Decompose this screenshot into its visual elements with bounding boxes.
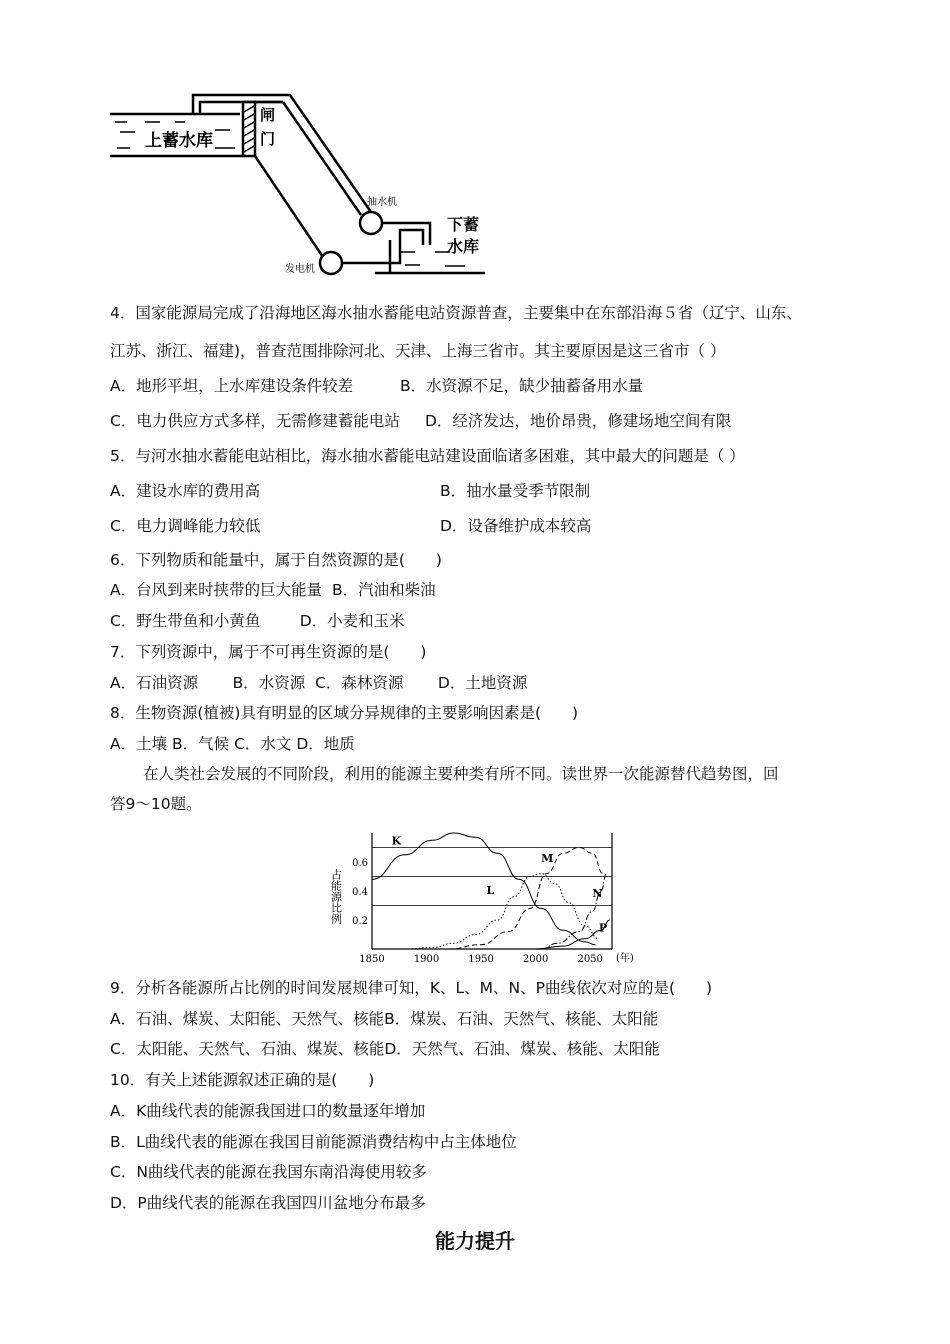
lower-reservoir-label-1: 下蓄: [447, 215, 480, 234]
q9-options-cd: C．太阳能、天然气、石油、煤炭、核能D．天然气、石油、煤炭、核能、太阳能: [110, 1040, 660, 1058]
series-label-K: K: [391, 834, 402, 848]
q7-options: A．石油资源 B．水资源 C．森林资源 D．土地资源: [110, 674, 528, 692]
series-K-line: [372, 833, 596, 945]
energy-substitution-chart: [330, 825, 650, 973]
upper-reservoir-label: 上蓄水库: [145, 131, 213, 151]
q4-option-b: B．水资源不足，缺少抽蓄备用水量: [400, 377, 644, 395]
q10-option-c: C．N曲线代表的能源在我国东南沿海使用较多: [110, 1163, 427, 1181]
pump-label: 抽水机: [367, 197, 397, 208]
series-label-M: M: [541, 852, 554, 865]
x-tick-label: 2050: [577, 954, 603, 965]
series-label-P: P: [598, 921, 608, 935]
y-axis-label: 占能源比例: [330, 869, 343, 924]
q5-option-a: A．建设水库的费用高: [110, 482, 261, 500]
x-axis-label: (年): [616, 953, 634, 964]
q4-option-a: A．地形平坦，上水库建设条件较差: [110, 377, 354, 395]
gate-label-1: 闸: [260, 106, 276, 124]
q6-options-cd: C．野生带鱼和小黄鱼 D．小麦和玉米: [110, 612, 405, 630]
q6-options-ab: A．台风到来时挟带的巨大能量 B．汽油和柴油: [110, 581, 436, 599]
q4-stem-2: 江苏、浙江、福建)，普查范围排除河北、天津、上海三省市。其主要原因是这三省市（ ）: [110, 342, 726, 360]
intro-line-1: 在人类社会发展的不同阶段，利用的能源主要种类有所不同。读世界一次能源替代趋势图，回: [143, 765, 779, 783]
y-tick-label: 0.2: [352, 916, 368, 927]
q7-stem: 7．下列资源中，属于不可再生资源的是( ): [110, 643, 427, 661]
x-tick-label: 2000: [522, 954, 549, 965]
q6-stem: 6．下列物质和能量中，属于自然资源的是( ): [110, 551, 442, 569]
q10-option-b: B．L曲线代表的能源在我国目前能源消费结构中占主体地位: [110, 1133, 517, 1151]
q5-option-c: C．电力调峰能力较低: [110, 517, 261, 535]
q5-option-d: D．设备维护成本较高: [440, 517, 592, 535]
y-tick-label: 0.6: [352, 858, 368, 869]
y-tick-label: 0.4: [352, 887, 368, 898]
x-tick-label: 1850: [359, 954, 385, 965]
q5-stem: 5．与河水抽水蓄能电站相比，海水抽水蓄能电站建设面临诸多困难，其中最大的问题是（ ）: [110, 447, 745, 465]
lower-reservoir-label-2: 水库: [447, 237, 480, 256]
q10-stem: 10．有关上述能源叙述正确的是( ): [110, 1071, 375, 1089]
generator-label: 发电机: [285, 264, 315, 275]
section-heading: 能力提升: [435, 1229, 515, 1253]
x-tick-label: 1950: [468, 954, 494, 965]
series-label-L: L: [486, 883, 495, 897]
series-N-line: [541, 874, 606, 949]
q5-option-b: B．抽水量受季节限制: [440, 482, 591, 500]
q8-stem: 8．生物资源(植被)具有明显的区域分异规律的主要影响因素是( ): [110, 704, 579, 722]
q9-stem: 9．分析各能源所占比例的时间发展规律可知，K、L、M、N、P曲线依次对应的是( ): [110, 979, 713, 997]
q9-options-ab: A．石油、煤炭、太阳能、天然气、核能B．煤炭、石油、天然气、核能、太阳能: [110, 1010, 659, 1028]
series-M-line: [448, 848, 603, 950]
series-L-line: [405, 874, 599, 949]
pumped-storage-diagram: [105, 90, 495, 290]
intro-line-2: 答9～10题。: [110, 795, 202, 813]
gate-label-2: 门: [260, 130, 276, 148]
x-tick-label: 1900: [413, 954, 440, 965]
q4-option-d: D．经济发达，地价昂贵，修建场地空间有限: [425, 412, 732, 430]
q4-option-c: C．电力供应方式多样，无需修建蓄能电站: [110, 412, 400, 430]
q4-stem-1: 4．国家能源局完成了沿海地区海水抽水蓄能电站资源普查，主要集中在东部沿海５省（辽宁、山东、: [110, 304, 802, 322]
q8-options: A．土壤 B．气候 C．水文 D．地质: [110, 735, 355, 753]
series-label-N: N: [592, 886, 603, 900]
q10-option-d: D．P曲线代表的能源在我国四川盆地分布最多: [110, 1194, 426, 1212]
q10-option-a: A．K曲线代表的能源我国进口的数量逐年增加: [110, 1102, 426, 1120]
